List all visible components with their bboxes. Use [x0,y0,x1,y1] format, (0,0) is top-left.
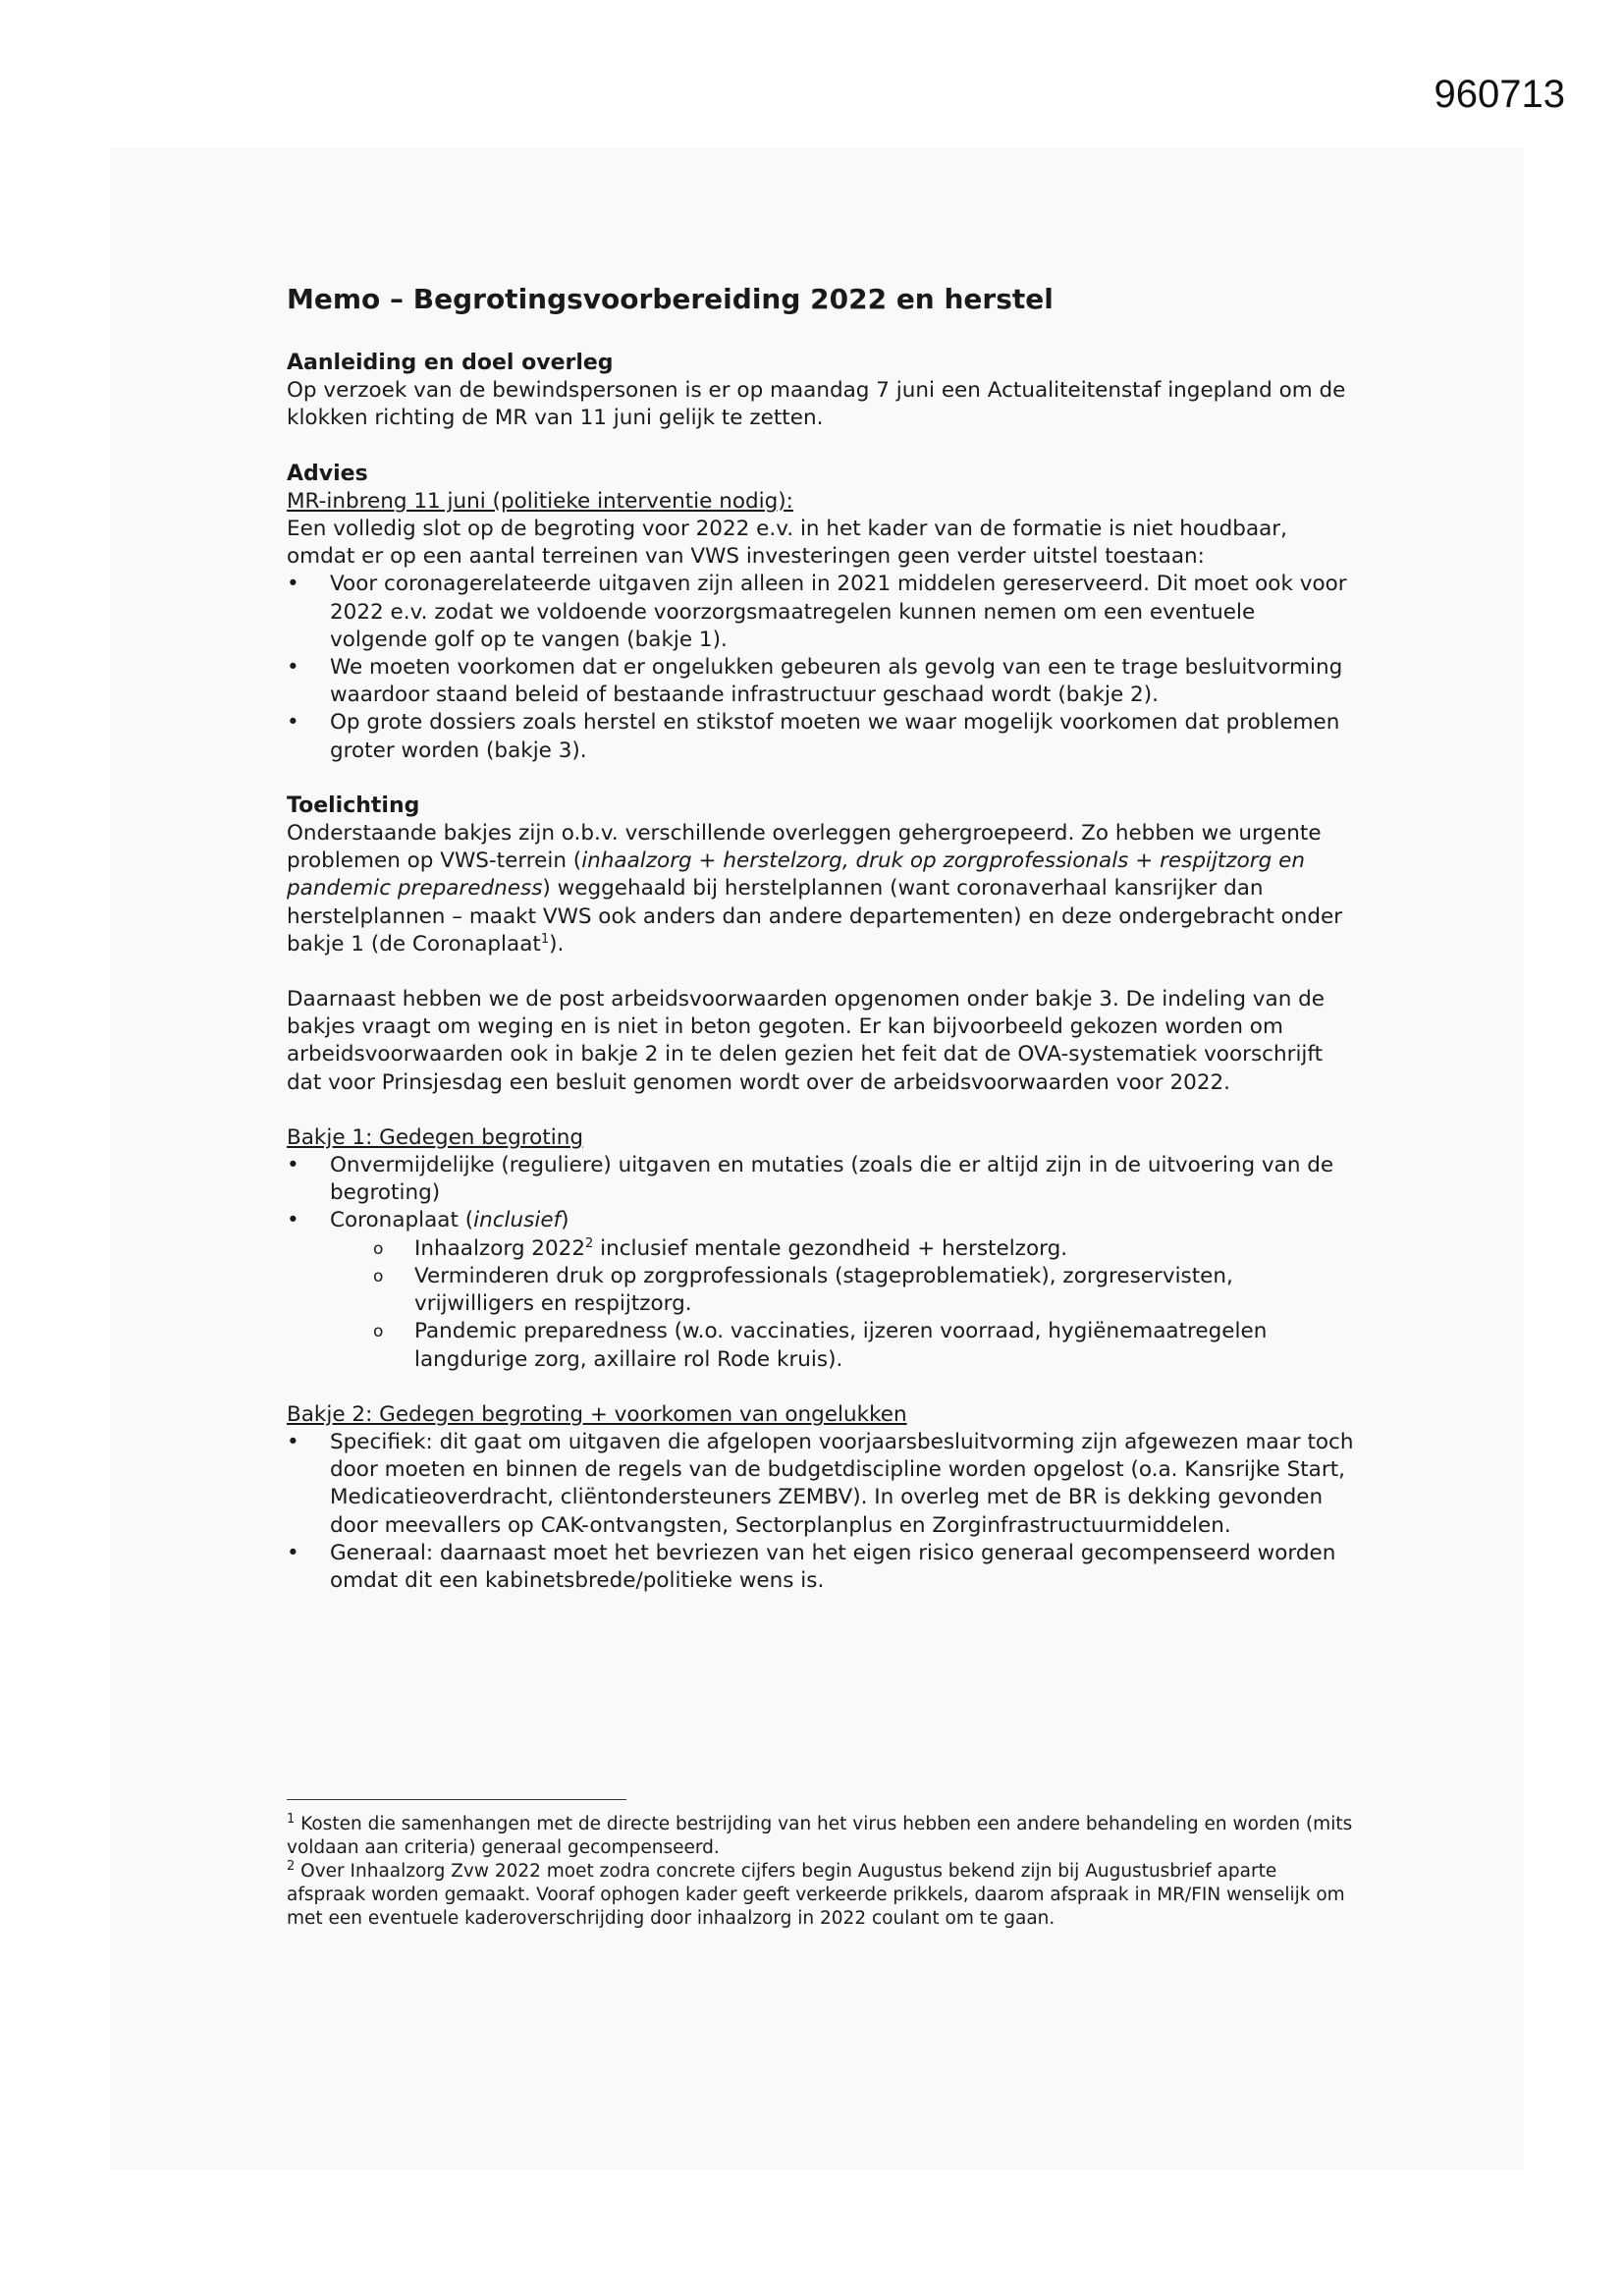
toelichting-heading: Toelichting [287,793,420,818]
list-item: • Generaal: daarnaast moet het bevriezen van het eigen risico generaal gecompenseerd worden omdat dit een kabinetsbrede/politieke wens is. [287,1540,1357,1595]
aanleiding-heading: Aanleiding en doel overleg [287,351,614,375]
advies-subheading: MR-inbreng 11 juni (politieke interventie nodig): [287,488,793,514]
footnote-divider [287,1799,626,1800]
bakje1-list [287,1152,1357,1374]
list-item: • We moeten voorkomen dat er ongelukken gebeuren als gevolg van een te trage besluitvorming waardoor staand beleid of bestaande infrastructuur geschaad wordt (bakje 2). [287,654,1357,709]
footnote-ref-2: 2 [585,1235,594,1251]
bakje2-heading: Bakje 2: Gedegen begroting + voorkomen van ongelukken [287,1401,907,1427]
sub-list-item: o Verminderen druk op zorgprofessionals (stageproblematiek), zorgreservisten, vrijwilligers en respijtzorg. [287,1263,1357,1318]
advies-list [287,571,1357,764]
coronaplaat-sublist [287,1235,1357,1374]
footnote-2: $^2$ Over Inhaalzorg Zvw 2022 moet zodra concrete cijfers begin Augustus bekend zijn bij Augustusbrief aparte afspraak worden gemaakt. Vooraf ophogen kader geeft verkeerde prikkels, daarom afspraak in MR/FIN wenselijk om met een eventuele kaderoverschrijding door inhaalzorg in 2022 coulant om te gaan. [287,1858,1345,1929]
list-item: • Onvermijdelijke (reguliere) uitgaven en mutaties (zoals die er altijd zijn in de uitvoering van de begroting) [287,1152,1357,1207]
advies-intro: Een volledig slot op de begroting voor 2022 e.v. in het kader van de formatie is niet houdbaar, omdat er op een aantal terreinen van VWS investeringen geen verder uitstel toestaan: [287,517,1287,570]
toelichting-paragraph-1: Onderstaande bakjes zijn o.b.v. verschillende overleggen gehergroepeerd. Zo hebben we urgente problemen op VWS-terrein (inhaalzorg + herstelzorg, druk op zorgprofessionals + respijtzorg en pandemic preparedness) weggehaald bij herstelplannen (want coronaverhaal kansrijker dan herstelplannen – maakt VWS ook anders dan andere departementen) en deze ondergebracht onder bakje 1 (de Coronaplaat$^1$). [287,821,1343,957]
bakje1-heading: Bakje 1: Gedegen begroting [287,1124,583,1150]
toelichting-paragraph-2: Daarnaast hebben we de post arbeidsvoorwaarden opgenomen onder bakje 3. De indeling van de bakjes vraagt om weging en is niet in beton gegoten. Er kan bijvoorbeeld gekozen worden om arbeidsvoorwaarden ook in bakje 2 in te delen gezien het feit dat de OVA-systematiek voorschrijft dat voor Prinsjesdag een besluit genomen wordt over de arbeidsvoorwaarden voor 2022. [287,987,1326,1095]
list-item: • Op grote dossiers zoals herstel en stikstof moeten we waar mogelijk voorkomen dat problemen groter worden (bakje 3). [287,709,1357,764]
list-item: • Coronaplaat (inclusief) o Inhaalzorg 2022$^2$ inclusief mentale gezondheid + herstelzorg. o Verminderen druk op zorgprofessionals (stageproblematiek), zorgreservisten, vrijwilligers en respijtzorg. o Pandemic preparedness (w.o. vaccinaties, ijzeren voorraad, hygiënemaatregelen langdurige zorg, axillaire rol Rode kruis). [287,1207,1357,1373]
footnotes [287,1813,1357,1931]
sub-list-item: o Pandemic preparedness (w.o. vaccinaties, ijzeren voorraad, hygiënemaatregelen langdurige zorg, axillaire rol Rode kruis). [287,1318,1357,1373]
memo-page [287,283,1357,1595]
footnote-1: $^1$ Kosten die samenhangen met de directe bestrijding van het virus hebben een andere behandeling en worden (mits voldaan aan criteria) generaal gecompenseerd. [287,1811,1353,1858]
footnote-ref-1: 1 [540,931,550,947]
bakje2-list [287,1429,1357,1595]
sub-list-item: o Inhaalzorg 2022$^2$ inclusief mentale gezondheid + herstelzorg. [287,1235,1357,1263]
advies-heading: Advies [287,461,368,486]
aanleiding-text: Op verzoek van de bewindspersonen is er op maandag 7 juni een Actualiteitenstaf ingepland om de klokken richting de MR van 11 juni gelijk te zetten. [287,378,1346,431]
list-item: • Voor coronagerelateerde uitgaven zijn alleen in 2021 middelen gereserveerd. Dit moet ook voor 2022 e.v. zodat we voldoende voorzorgsmaatregelen kunnen nemen om een eventuele volgende golf op te vangen (bakje 1). [287,571,1357,654]
list-item: • Specifiek: dit gaat om uitgaven die afgelopen voorjaarsbesluitvorming zijn afgewezen maar toch door moeten en binnen de regels van de budgetdiscipline worden opgelost (o.a. Kansrijke Start, Medicatieoverdracht, cliëntondersteuners ZEMBV). In overleg met de BR is dekking gevonden door meevallers op CAK-ontvangsten, Sectorplanplus en Zorginfrastructuurmiddelen. [287,1429,1357,1540]
page-title: Memo – Begrotingsvoorbereiding 2022 en herstel [287,283,1054,315]
document-id: 960713 [1434,73,1565,116]
